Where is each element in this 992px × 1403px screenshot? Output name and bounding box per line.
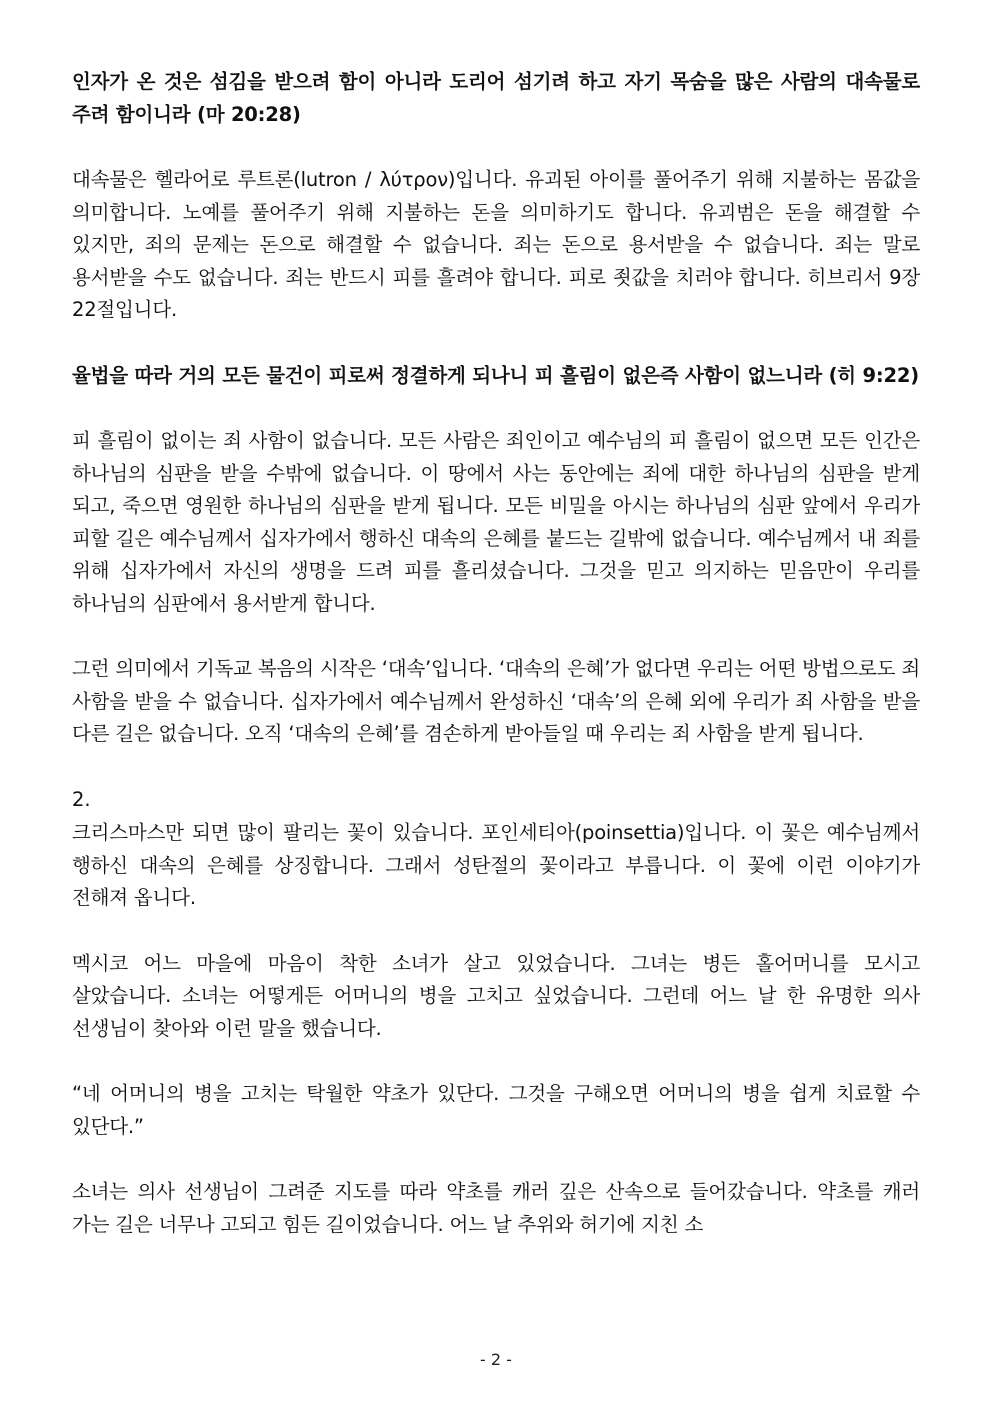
paragraph-bloodshed: 피 흘림이 없이는 죄 사함이 없습니다. 모든 사람은 죄인이고 예수님의 피 흘림이 없으면 모든 인간은 하나님의 심판을 받을 수밖에 없습니다. 이 땅에서 사는 동안에는 죄에 대한 하나님의 심판을 받게 되고, 죽으면 영원한 하나님의 심판을 받게 됩니다. 모든 비밀을 아시는 하나님의 심판 앞에서 우리가 피할 길은 예수님께서 십자가에서 행하신 대속의 은혜를 붙드는 길밖에 없습니다. 예수님께서 내 죄를 위해 십자가에서 자신의 생명을 드려 피를 흘리셨습니다. 그것을 믿고 의지하는 믿음만이 우리를 하나님의 심판에서 용서받게 합니다. (72, 429, 920, 615)
paragraph-poinsettia: 크리스마스만 되면 많이 팔리는 꽃이 있습니다. 포인세티아(poinsettia)입니다. 이 꽃은 예수님께서 행하신 대속의 은혜를 상징합니다. 그래서 성탄절의 꽃이라고 부릅니다. 이 꽃에 이런 이야기가 전해져 옵니다. (72, 821, 920, 909)
paragraph-mountain-journey: 소녀는 의사 선생님이 그려준 지도를 따라 약초를 캐러 깊은 산속으로 들어갔습니다. 약초를 캐러 가는 길은 너무나 고되고 힘든 길이었습니다. 어느 날 추위와 허기에 지친 소 (72, 1180, 920, 1236)
paragraph-doctor-quote: “네 어머니의 병을 고치는 탁월한 약초가 있단다. 그것을 구해오면 어머니의 병을 쉽게 치료할 수 있단다.” (72, 1082, 920, 1138)
paragraph-atonement-gospel: 그런 의미에서 기독교 복음의 시작은 ‘대속’입니다. ‘대속의 은혜’가 없다면 우리는 어떤 방법으로도 죄 사함을 받을 수 없습니다. 십자가에서 예수님께서 완성하신 ‘대속’의 은혜 외에 우리가 죄 사함을 받을 다른 길은 없습니다. 오직 ‘대속의 은혜’를 겸손하게 받아들일 때 우리는 죄 사함을 받게 됩니다. (72, 657, 920, 745)
section-number: 2. (72, 787, 91, 811)
page-number: - 2 - (480, 1350, 512, 1369)
document-body (72, 66, 920, 1241)
paragraph-lutron: 대속물은 헬라어로 루트론(lutron / λύτρον)입니다. 유괴된 아이를 풀어주기 위해 지불하는 몸값을 의미합니다. 노예를 풀어주기 위해 지불하는 돈을 의미하기도 합니다. 유괴범은 돈을 해결할 수 있지만, 죄의 문제는 돈으로 해결할 수 없습니다. 죄는 돈으로 용서받을 수 없습니다. 죄는 말로 용서받을 수도 없습니다. 죄는 반드시 피를 흘려야 합니다. 피로 죗값을 치러야 합니다. 히브리서 9장 22절입니다. (72, 168, 920, 321)
verse-hebrews-9-22: 율법을 따라 거의 모든 물건이 피로써 정결하게 되나니 피 흘림이 없은즉 사함이 없느니라 (히 9:22) (72, 363, 919, 387)
verse-matthew-20-28: 인자가 온 것은 섬김을 받으려 함이 아니라 도리어 섬기려 하고 자기 목숨을 많은 사람의 대속물로 주려 함이니라 (마 20:28) (72, 70, 920, 126)
paragraph-mexico-girl: 멕시코 어느 마을에 마음이 착한 소녀가 살고 있었습니다. 그녀는 병든 홀어머니를 모시고 살았습니다. 소녀는 어떻게든 어머니의 병을 고치고 싶었습니다. 그런데 어느 날 한 유명한 의사 선생님이 찾아와 이런 말을 했습니다. (72, 951, 920, 1040)
